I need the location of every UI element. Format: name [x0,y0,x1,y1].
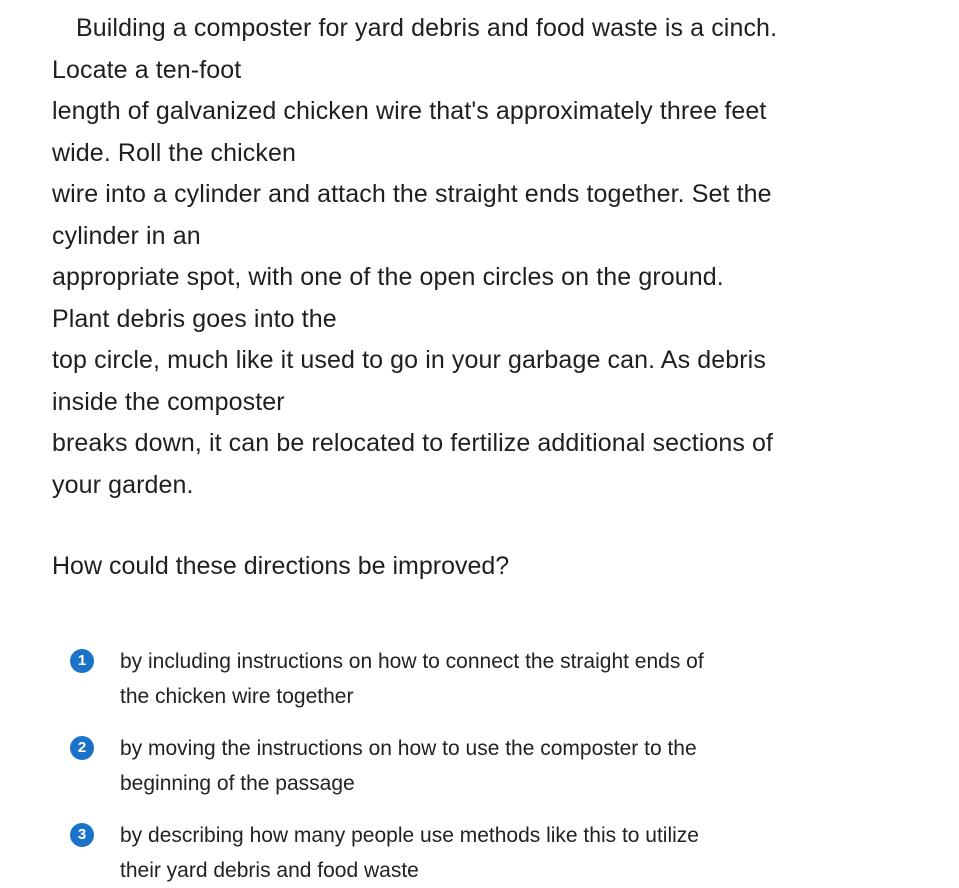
passage-line: inside the composter [52,387,285,416]
passage-line: Plant debris goes into the [52,304,337,333]
passage-line: wide. Roll the chicken [52,138,296,167]
choice-number-badge: 2 [70,736,94,760]
passage-line: breaks down, it can be relocated to fertilize additional sections of [52,429,774,457]
question-prompt: How could these directions be improved? [52,552,510,580]
choice-text-line: by moving the instructions on how to use the composter to the [120,737,697,760]
choice-text [120,818,840,888]
choice-text [120,644,840,714]
passage-line: Building a composter for yard debris and food waste is a cinch. [76,14,778,42]
passage-line: Locate a ten-foot [52,55,242,84]
passage-line: your garden. [52,470,194,499]
passage-line: cylinder in an [52,221,201,250]
passage-line: top circle, much like it used to go in your garbage can. As debris [52,346,766,374]
choice-text-line: beginning of the passage [120,772,355,795]
passage-line: appropriate spot, with one of the open circles on the ground. [52,263,724,291]
choice-text-line: by including instructions on how to connect the straight ends of [120,650,704,673]
reading-passage [52,8,932,506]
choice-text [120,731,840,801]
passage-line: length of galvanized chicken wire that's approximately three feet [52,97,767,125]
choice-text-line: by describing how many people use methods like this to utilize [120,824,699,847]
choice-text-line: their yard debris and food waste [120,859,419,882]
choice-text-line: the chicken wire together [120,685,354,708]
choice-number-badge: 3 [70,823,94,847]
passage-line: wire into a cylinder and attach the straight ends together. Set the [52,180,772,208]
choice-number-badge: 1 [70,649,94,673]
